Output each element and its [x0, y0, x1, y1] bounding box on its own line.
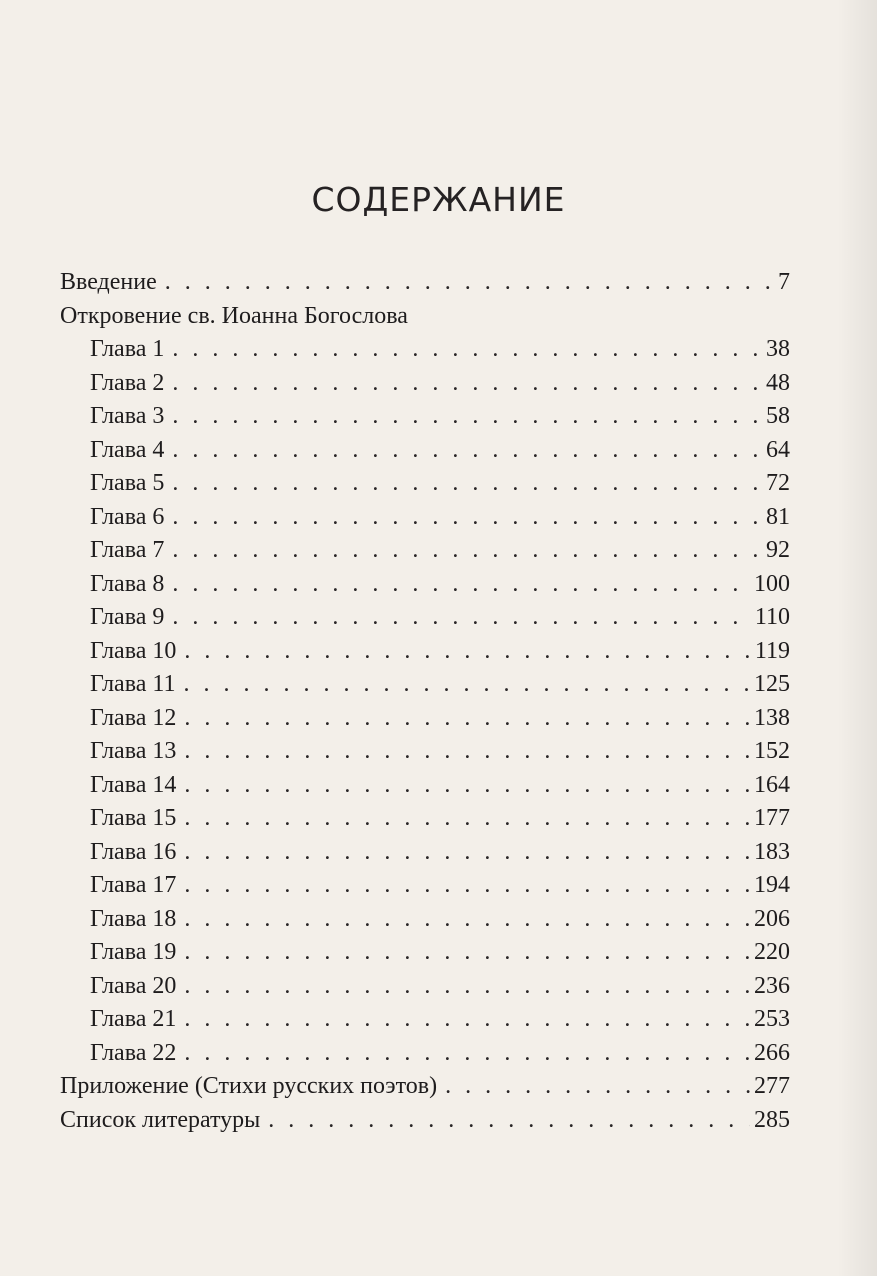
- toc-entry: [60, 1037, 790, 1071]
- toc-entry: [60, 836, 790, 870]
- dot-leader: [172, 367, 762, 401]
- toc-entry: [60, 367, 790, 401]
- toc-entry-label: Глава 17: [90, 872, 177, 898]
- toc-entry: [60, 1104, 790, 1138]
- dot-leader: [184, 735, 750, 769]
- toc-entry-label: Глава 16: [90, 838, 177, 865]
- toc-entry-label: Список литературы: [60, 1106, 261, 1133]
- toc-entry: [60, 936, 790, 970]
- toc-entry-label: Введение: [60, 269, 157, 295]
- toc-entry-page-number: 92: [766, 537, 790, 563]
- dot-leader: [184, 702, 750, 736]
- dot-leader: [172, 534, 762, 568]
- dot-leader: [445, 1070, 750, 1104]
- toc-entry-label: Глава 5: [90, 470, 165, 496]
- toc-entry: [60, 400, 790, 434]
- dot-leader: [184, 635, 751, 669]
- toc-entry-label: Глава 15: [90, 805, 177, 831]
- toc-entry-label: Глава 21: [90, 1006, 177, 1032]
- dot-leader: [184, 869, 750, 903]
- toc-entry-page-number: 138: [754, 704, 790, 731]
- toc-entry: [60, 702, 790, 736]
- toc-entry: [60, 802, 790, 836]
- toc-entry: [60, 903, 790, 937]
- dot-leader: [172, 333, 762, 367]
- toc-entry-page-number: 64: [766, 436, 790, 463]
- toc-entry: [60, 534, 790, 568]
- dot-leader: [172, 501, 762, 535]
- toc-entry-label: Глава 20: [90, 972, 177, 999]
- dot-leader: [184, 836, 750, 870]
- dot-leader: [172, 467, 762, 501]
- toc-entry: [60, 769, 790, 803]
- toc-entry: [60, 970, 790, 1004]
- toc-entry-label: Глава 18: [90, 905, 177, 932]
- toc-entry: [60, 735, 790, 769]
- toc-entry-label: Глава 9: [90, 604, 165, 630]
- toc-entry: [60, 668, 790, 702]
- page-title: СОДЕРЖАНИЕ: [311, 180, 566, 219]
- toc-entry-label: Глава 10: [90, 637, 177, 664]
- toc-entry-page-number: 7: [778, 269, 790, 295]
- toc-entry-label: Глава 11: [90, 671, 176, 697]
- dot-leader: [184, 1037, 750, 1071]
- dot-leader: [184, 936, 750, 970]
- toc-entry-page-number: 58: [766, 403, 790, 429]
- dot-leader: [184, 1003, 750, 1037]
- dot-leader: [184, 970, 750, 1004]
- toc-entry-page-number: 253: [754, 1006, 790, 1032]
- toc-entry-label: Глава 4: [90, 436, 165, 463]
- toc-entry-page-number: 81: [766, 503, 790, 530]
- dot-leader: [172, 400, 762, 434]
- table-of-contents: [60, 266, 790, 1137]
- toc-entry: [60, 501, 790, 535]
- toc-entry: [60, 300, 790, 334]
- toc-entry-page-number: 119: [754, 637, 790, 664]
- toc-entry-page-number: 220: [754, 939, 790, 965]
- toc-entry-label: Глава 7: [90, 537, 165, 563]
- toc-entry-page-number: 285: [754, 1106, 790, 1133]
- toc-entry-page-number: 236: [754, 972, 790, 999]
- dot-leader: [172, 434, 762, 468]
- toc-entry-label: Глава 22: [90, 1039, 177, 1066]
- toc-entry-page-number: 100: [754, 570, 790, 597]
- toc-entry-page-number: 206: [754, 905, 790, 932]
- toc-entry: [60, 635, 790, 669]
- toc-entry-label: Глава 12: [90, 704, 177, 731]
- toc-entry-label: Глава 1: [90, 336, 165, 362]
- toc-entry: [60, 333, 790, 367]
- dot-leader: [165, 266, 774, 300]
- dot-leader: [184, 903, 750, 937]
- dot-leader: [268, 1104, 750, 1138]
- toc-entry-label: Откровение св. Иоанна Богослова: [60, 302, 408, 329]
- toc-entry: [60, 568, 790, 602]
- toc-entry-page-number: 110: [754, 604, 790, 630]
- toc-entry-page-number: 194: [754, 872, 790, 898]
- toc-entry: [60, 1003, 790, 1037]
- toc-entry-page-number: 125: [754, 671, 790, 697]
- toc-entry: [60, 434, 790, 468]
- toc-entry-page-number: 72: [766, 470, 790, 496]
- toc-entry-page-number: 152: [754, 738, 790, 764]
- toc-entry-label: Глава 3: [90, 403, 165, 429]
- toc-entry: [60, 601, 790, 635]
- toc-entry: [60, 266, 790, 300]
- dot-leader: [184, 802, 750, 836]
- toc-entry: [60, 869, 790, 903]
- dot-leader: [183, 668, 750, 702]
- dot-leader: [172, 601, 751, 635]
- toc-entry-page-number: 177: [754, 805, 790, 831]
- toc-entry-page-number: 48: [766, 369, 790, 396]
- toc-entry-label: Глава 8: [90, 570, 165, 597]
- toc-entry-page-number: 277: [754, 1073, 790, 1099]
- toc-entry-label: Глава 14: [90, 771, 177, 798]
- toc-entry-label: Глава 13: [90, 738, 177, 764]
- toc-entry-page-number: 164: [754, 771, 790, 798]
- dot-leader: [184, 769, 750, 803]
- toc-entry: [60, 1070, 790, 1104]
- toc-entry-label: Глава 19: [90, 939, 177, 965]
- toc-entry-label: Приложение (Стихи русских поэтов): [60, 1073, 438, 1099]
- toc-entry-label: Глава 2: [90, 369, 165, 396]
- toc-entry-page-number: 38: [766, 336, 790, 362]
- toc-entry: [60, 467, 790, 501]
- toc-entry-page-number: 266: [754, 1039, 790, 1066]
- toc-entry-page-number: 183: [754, 838, 790, 865]
- toc-entry-label: Глава 6: [90, 503, 165, 530]
- dot-leader: [172, 568, 750, 602]
